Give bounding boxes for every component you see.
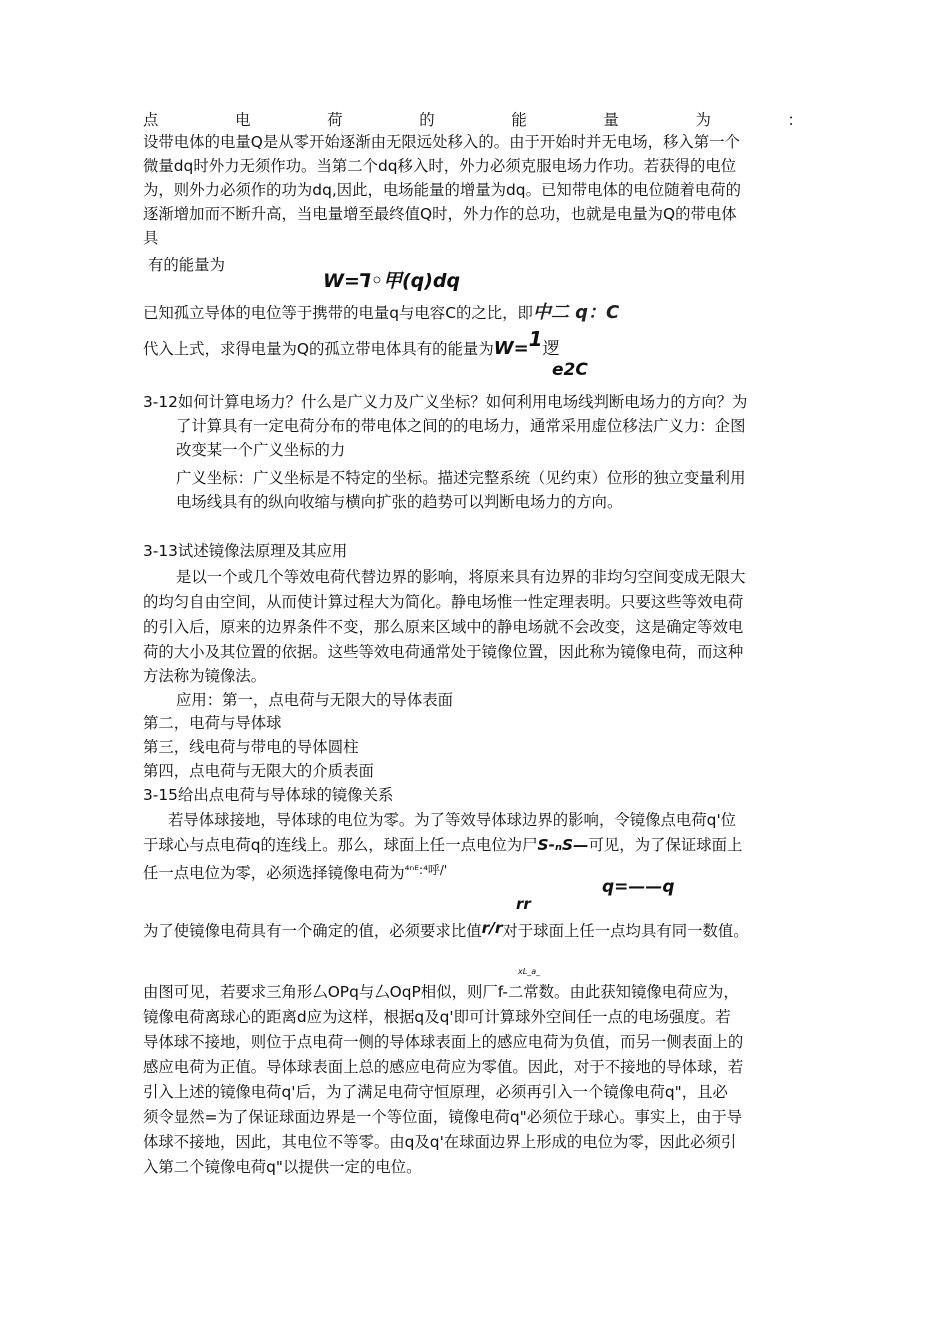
formula-denominator: e2C: [552, 360, 588, 380]
section-title: 3-13试述镜像法原理及其应用: [143, 542, 348, 560]
paragraph-line: 须令显然=为了保证球面边界是一个等位面，镜像电荷q"必须位于球心。事实上，由于导: [143, 1108, 743, 1126]
heading-char: 的: [419, 111, 435, 129]
potential-formula: 中二 q：C: [532, 302, 620, 323]
energy-heading: [143, 108, 803, 130]
small-annotation: xL_a_: [518, 967, 541, 976]
paragraph-line: 由图可见，若要求三角形厶OPq与厶OqP相似，则厂f-二常数。由此获知镜像电荷应为，: [143, 983, 739, 1001]
potential-expression: S-ₙS—: [537, 836, 589, 854]
paragraph-line: 了计算具有一定电荷分布的带电体之间的的电场力，通常采用虚位移法广义力：企图: [176, 417, 746, 435]
heading-char: 荷: [327, 111, 343, 129]
section-title: 3-15给出点电荷与导体球的镜像关系: [143, 786, 394, 804]
paragraph-line: 为，则外力必须作的功为dq,因此，电场能量的增量为dq。已知带电体的电位随着电荷的: [143, 181, 742, 199]
paragraph-line: 逐渐增加而不断升高，当电量增至最终值Q时，外力作的总功，也就是电量为Q的带电体: [143, 205, 737, 223]
paragraph-text: 于球心与点电荷q的连线上。那么，球面上任一点电位为尸: [143, 836, 538, 854]
paragraph-line: 引入上述的镜像电荷q'后，为了满足电荷守恒原理，必须再引入一个镜像电荷q"，且必: [143, 1083, 728, 1101]
formula-w: W=: [493, 338, 529, 359]
paragraph-line: 改变某一个广义坐标的力: [176, 441, 346, 459]
heading-char: 电: [235, 111, 251, 129]
paragraph-line: 感应电荷为正值。导体球表面上总的感应电荷应为零值。因此，对于不接地的导体球，若: [143, 1058, 744, 1076]
paragraph-line: 若导体球接地，导体球的电位为零。为了等效导体球边界的影响，令镜像点电荷q'位: [168, 811, 737, 829]
paragraph-line: 是以一个或几个等效电荷代替边界的影响，将原来具有边界的非均匀空间变成无限大: [176, 568, 746, 586]
image-charge-expression: ⁴ⁿᴱ:⁴呼/': [404, 863, 448, 877]
energy-result-formula: [493, 327, 543, 359]
paragraph-line: [143, 860, 447, 883]
paragraph-line: 广义坐标：广义坐标是不特定的坐标。描述完整系统（见约束）位形的独立变量利用: [176, 469, 746, 487]
application-item: 第二，电荷与导体球: [143, 714, 282, 732]
paragraph-line: 入第二个镜像电荷q"以提供一定的电位。: [143, 1158, 422, 1176]
paragraph-text: 可见，为了保证球面上: [588, 836, 743, 854]
paragraph-line: 荷的大小及其位置的依据。这些等效电荷通常处于镜像位置，因此称为镜像电荷，而这种: [143, 643, 744, 661]
formula-rest: 逻: [542, 339, 560, 359]
energy-formula: W=⅂◦甲(q)dq: [323, 270, 461, 292]
paragraph-line: 导体球不接地，则位于点电荷一侧的导体球表面上的感应电荷为负值，而另一侧表面上的: [143, 1033, 744, 1051]
paragraph-text: 代入上式，求得电量为Q的孤立带电体具有的能量为: [143, 340, 494, 358]
paragraph-line: 的均匀自由空间，从而使计算过程大为简化。静电场惟一性定理表明。只要这些等效电荷: [143, 593, 744, 611]
application-item: 第四，点电荷与无限大的介质表面: [143, 762, 374, 780]
paragraph-line: 方法称为镜像法。: [143, 667, 267, 685]
paragraph-line: 体球不接地，因此，其电位不等零。由q及q'在球面边界上形成的电位为零，因此必须引: [143, 1133, 737, 1151]
application-item: 应用：第一，点电荷与无限大的导体表面: [176, 691, 454, 709]
paragraph-line: 的引入后，原来的边界条件不变，那么原来区域中的静电场就不会改变，这是确定等效电: [143, 618, 744, 636]
image-charge-formula: q=——q: [602, 877, 675, 897]
ratio-denominator: rr: [516, 895, 531, 913]
heading-char: 为: [695, 111, 711, 129]
paragraph-line: 镜像电荷离球心的距离d应为这样，根据q及q'即可计算球外空间任一点的电场强度。若: [143, 1008, 731, 1026]
heading-char: 点: [143, 111, 159, 129]
paragraph-line: [143, 327, 560, 359]
paragraph-text: 为了使镜像电荷具有一个确定的值，必须要求比值: [143, 922, 482, 940]
ratio-expression: r/r: [481, 919, 503, 937]
paragraph-text: 任一点电位为零，必须选择镜像电荷为: [143, 864, 405, 882]
paragraph-line: [143, 303, 619, 323]
paragraph-line: 微量dq时外力无须作功。当第二个dq移入时，外力必须克服电场力作功。若获得的电位: [143, 157, 737, 175]
paragraph-line: [143, 918, 749, 941]
paragraph-line: 设带电体的电量Q是从零开始逐渐由无限远处移入的。由于开始时并无电场，移入第一个: [143, 133, 740, 151]
application-item: 第三，线电荷与带电的导体圆柱: [143, 738, 359, 756]
paragraph-text: 对于球面上任一点均具有同一数值。: [502, 922, 749, 940]
paragraph-line: [143, 835, 742, 855]
heading-char: 能: [511, 111, 527, 129]
formula-numerator: 1: [528, 327, 543, 351]
heading-char: 量: [603, 111, 619, 129]
paragraph-text: 已知孤立导体的电位等于携带的电量q与电容C的之比，即: [143, 304, 533, 322]
paragraph-line: 具: [143, 229, 159, 247]
paragraph-line: 3-12如何计算电场力？什么是广义力及广义坐标？如何利用电场线判断电场力的方向？为: [143, 393, 748, 411]
paragraph-line: 电场线具有的纵向收缩与横向扩张的趋势可以判断电场力的方向。: [176, 493, 623, 511]
heading-char: ：: [787, 111, 803, 129]
energy-label: 有的能量为: [148, 256, 225, 274]
